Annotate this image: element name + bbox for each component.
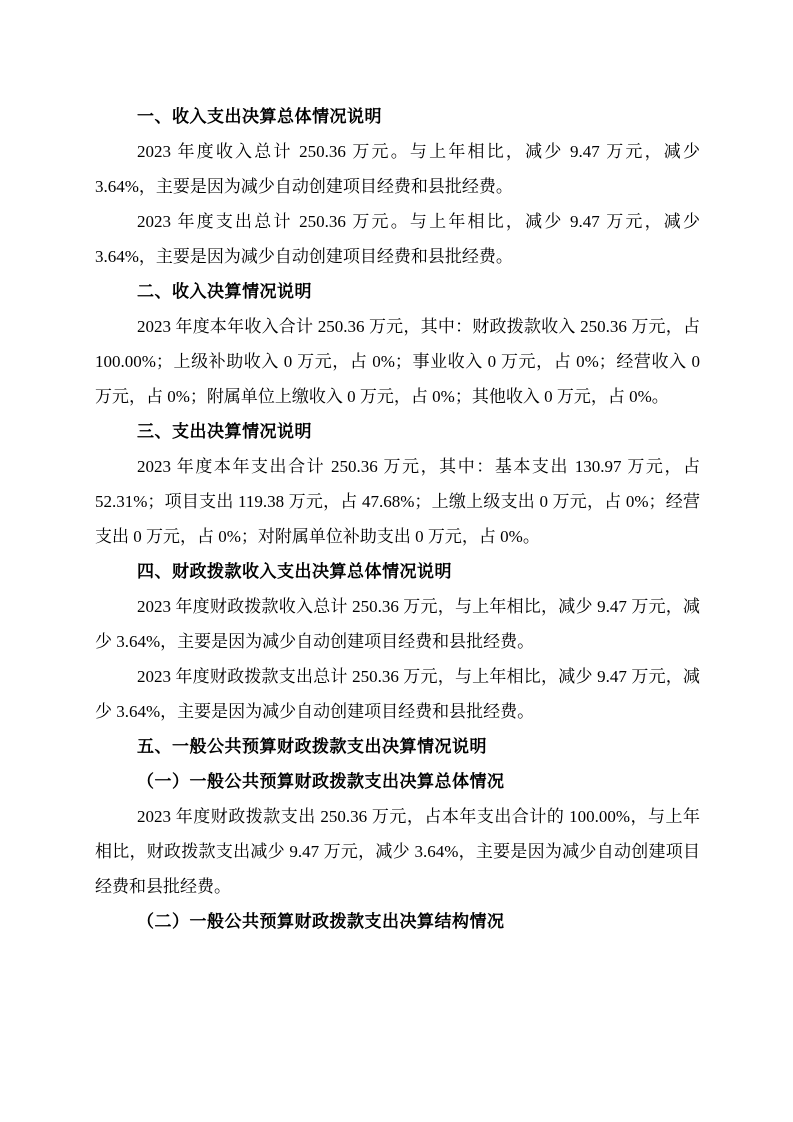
body-paragraph: 2023 年度财政拨款支出总计 250.36 万元，与上年相比，减少 9.47 万元，减少 3.64%，主要是因为减少自动创建项目经费和县批经费。	[95, 667, 700, 721]
body-paragraph: 2023 年度财政拨款收入总计 250.36 万元，与上年相比，减少 9.47 万元，减少 3.64%，主要是因为减少自动创建项目经费和县批经费。	[95, 597, 700, 651]
body-paragraph: 2023 年度本年收入合计 250.36 万元，其中：财政拨款收入 250.36 万元，占 100.00%；上级补助收入 0 万元，占 0%；事业收入 0 万元，占 0%；经营收入 0 万元，占 0%；附属单位上缴收入 0 万元，占 0%；其他收入 0 万元，占 0%。	[95, 317, 700, 406]
section-heading: 一、收入支出决算总体情况说明	[137, 107, 382, 126]
section-heading: 四、财政拨款收入支出决算总体情况说明	[137, 562, 452, 581]
section-heading: 三、支出决算情况说明	[137, 422, 312, 441]
body-paragraph: 2023 年度收入总计 250.36 万元。与上年相比，减少 9.47 万元，减少 3.64%，主要是因为减少自动创建项目经费和县批经费。	[95, 142, 700, 196]
body-paragraph: 2023 年度支出总计 250.36 万元。与上年相比，减少 9.47 万元，减少 3.64%，主要是因为减少自动创建项目经费和县批经费。	[95, 212, 700, 266]
subsection-heading: （二）一般公共预算财政拨款支出决算结构情况	[137, 912, 505, 931]
subsection-heading: （一）一般公共预算财政拨款支出决算总体情况	[137, 772, 505, 791]
body-paragraph: 2023 年度财政拨款支出 250.36 万元，占本年支出合计的 100.00%，与上年相比，财政拨款支出减少 9.47 万元，减少 3.64%，主要是因为减少自动创建项目经费和县批经费。	[95, 807, 700, 896]
section-heading: 五、一般公共预算财政拨款支出决算情况说明	[137, 737, 487, 756]
body-paragraph: 2023 年度本年支出合计 250.36 万元，其中：基本支出 130.97 万元，占 52.31%；项目支出 119.38 万元，占 47.68%；上缴上级支出 0 万元，占 0%；经营支出 0 万元，占 0%；对附属单位补助支出 0 万元，占 0%。	[95, 457, 700, 546]
section-heading: 二、收入决算情况说明	[137, 282, 312, 301]
